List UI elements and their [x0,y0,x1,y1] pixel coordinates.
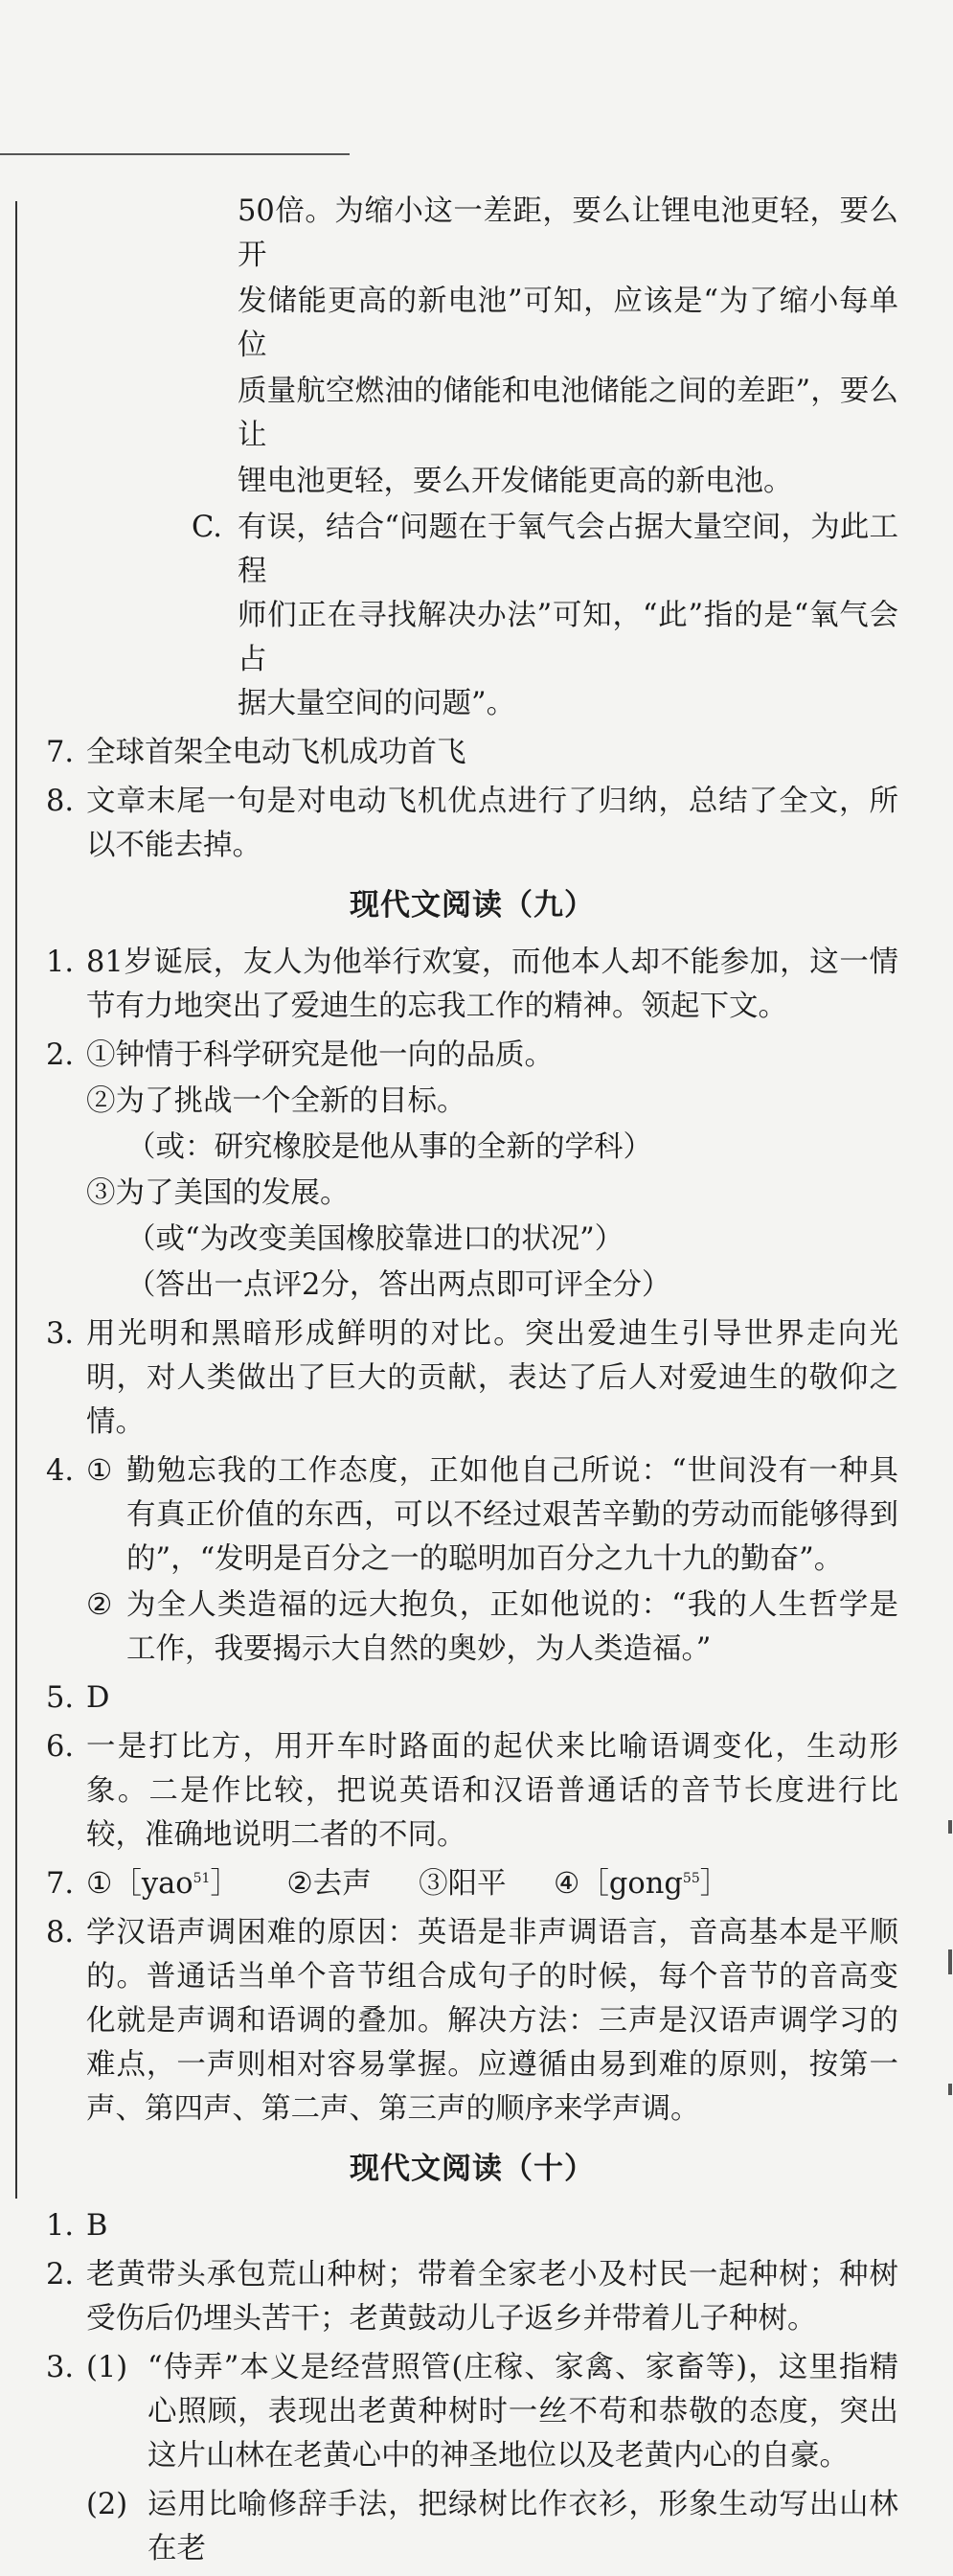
item-number: 7. [46,736,75,769]
section-title: 现代文阅读（九） [350,888,595,923]
tone-number: 51 [193,1870,211,1886]
option-label: C. [192,511,222,544]
answer-point [86,2346,898,2478]
left-margin-rule [15,201,17,2199]
answer-item [46,780,898,868]
answer-point: ③为了美国的发展。 [86,1176,350,1210]
answer-text: 文章末尾一句是对电动飞机优点进行了归纳，总结了全文，所以不能去掉。 [86,785,898,862]
text-line: 发储能更高的新电池”可知，应该是“为了缩小每单位 [238,285,898,362]
answer-item [46,2204,898,2248]
answer-text: ］ [210,1867,239,1901]
answer-text: 勤勉忘我的工作态度，正如他自己所说：“世间没有一种具有真正价值的东西，可以不经过艰苦辛勤的劳动而能够得到的”，“发明是百分之一的聪明加百分之九十九的勤奋”。 [126,1454,898,1576]
item-number: 2. [46,2258,75,2291]
answer-text: 全球首架全电动飞机成功首飞 [86,736,466,769]
answer-item [46,1312,898,1445]
text-line: 锂电池更轻，要么开发储能更高的新电池。 [238,465,793,498]
prev-option-c [46,506,898,726]
alternative-note: （或“为改变美国橡胶靠进口的状况”） [126,1222,624,1256]
answer-text: 学汉语声调困难的原因：英语是非声调语言，音高基本是平顺的。普通话当单个音节组合成句子的时候，每个音节的音高变化就是声调和语调的叠加。解决方法：三声是汉语声调学习的难点，一声则相对容易掌握。应遵循由易到难的原则，按第一声、第四声、第二声、第三声的顺序来学声调。 [86,1916,898,2126]
item-number: 3. [46,1317,75,1351]
text-line: 师们正在寻找解决办法”可知，“此”指的是“氧气会占 [238,599,898,676]
scoring-note: （答出一点评2分，答出两点即可评全分） [126,1268,671,1302]
answer-text: 为全人类造福的远大抱负，正如他说的：“我的人生哲学是工作，我要揭示大自然的奥妙，为人类造福。” [126,1588,898,1666]
answer-text: 81岁诞辰，友人为他举行欢宴，而他本人却不能参加，这一情节有力地突出了爱迪生的忘我工作的精神。领起下文。 [86,946,898,1023]
item-number: 4. [46,1454,75,1488]
text-line: 质量航空燃油的储能和电池储能之间的差距”，要么让 [238,375,898,452]
answer-item [46,1449,898,1672]
point-marker: ① [86,1454,113,1488]
answer-text: ③阳平 [419,1867,507,1901]
answer-text: B [86,2209,108,2243]
answer-text: 老黄带头承包荒山种树；带着全家老小及村民一起种树；种树受伤后仍埋头苦干；老黄鼓动儿子返乡并带着儿子种树。 [86,2258,898,2336]
answer-text: D [86,1681,110,1715]
section-title: 现代文阅读（十） [350,2152,595,2186]
answer-text: 运用比喻修辞手法，把绿树比作衣衫，形象生动写出山林在老 [147,2488,898,2565]
answer-item [46,1034,898,1308]
answer-text: ①［yao [86,1867,193,1901]
item-number: 1. [46,2209,75,2243]
item-number: 6. [46,1730,75,1764]
answer-point: ①钟情于科学研究是他一向的品质。 [86,1038,554,1072]
pinyin-answer [554,1867,729,1901]
answer-item [46,2253,898,2341]
right-edge-mark [948,1949,952,1974]
answer-item [46,2346,898,2571]
item-number: 5. [46,1681,75,1715]
prev-option-b-continuation [46,190,898,504]
tone-number: 55 [682,1870,700,1886]
answer-page [46,190,898,2576]
item-number: 1. [46,946,75,979]
answer-text: 一是打比方，用开车时路面的起伏来比喻语调变化，生动形象。二是作比较，把说英语和汉语普通话的音节长度进行比较，准确地说明二者的不同。 [86,1730,898,1852]
answer-text: ②去声 [286,1867,372,1901]
top-rule [0,153,350,155]
answer-text: ］ [699,1867,730,1901]
answer-point [86,2483,898,2571]
answer-text: 用光明和黑暗形成鲜明的对比。突出爱迪生引导世界走向光明，对人类做出了巨大的贡献，表达了后人对爱迪生的敬仰之情。 [86,1317,898,1439]
text-line: 有误，结合“问题在于氧气会占据大量空间，为此工程 [238,511,898,588]
answer-item [46,1911,898,2131]
answer-point [86,1584,898,1672]
answer-item [46,1862,898,1906]
item-number: 7. [46,1867,75,1901]
right-edge-mark [948,2084,952,2095]
text-line: 50倍。为缩小这一差距，要么让锂电池更轻，要么开 [238,194,898,272]
point-marker: (2) [86,2488,128,2521]
alternative-note: （或：研究橡胶是他从事的全新的学科） [126,1130,652,1164]
pinyin-answer [86,1867,239,1901]
answer-point [86,1449,898,1582]
text-line: 据大量空间的问题”。 [238,687,516,720]
answer-text: “侍弄”本义是经营照管(庄稼、家禽、家畜等)，这里指精心照顾，表现出老黄种树时一丝不苟和恭敬的态度，突出这片山林在老黄心中的神圣地位以及老黄内心的自豪。 [147,2351,898,2473]
right-edge-mark [948,1820,952,1834]
item-number: 8. [46,785,75,818]
answer-item [46,1676,898,1721]
item-number: 2. [46,1038,75,1072]
answer-point: ②为了挑战一个全新的目标。 [86,1084,466,1118]
item-number: 8. [46,1916,75,1949]
answer-item [46,941,898,1029]
answer-text: ④［gong [554,1867,683,1901]
answer-item [46,731,898,775]
answer-item [46,1725,898,1858]
point-marker: ② [86,1588,113,1622]
item-number: 3. [46,2351,75,2384]
point-marker: (1) [86,2351,128,2384]
